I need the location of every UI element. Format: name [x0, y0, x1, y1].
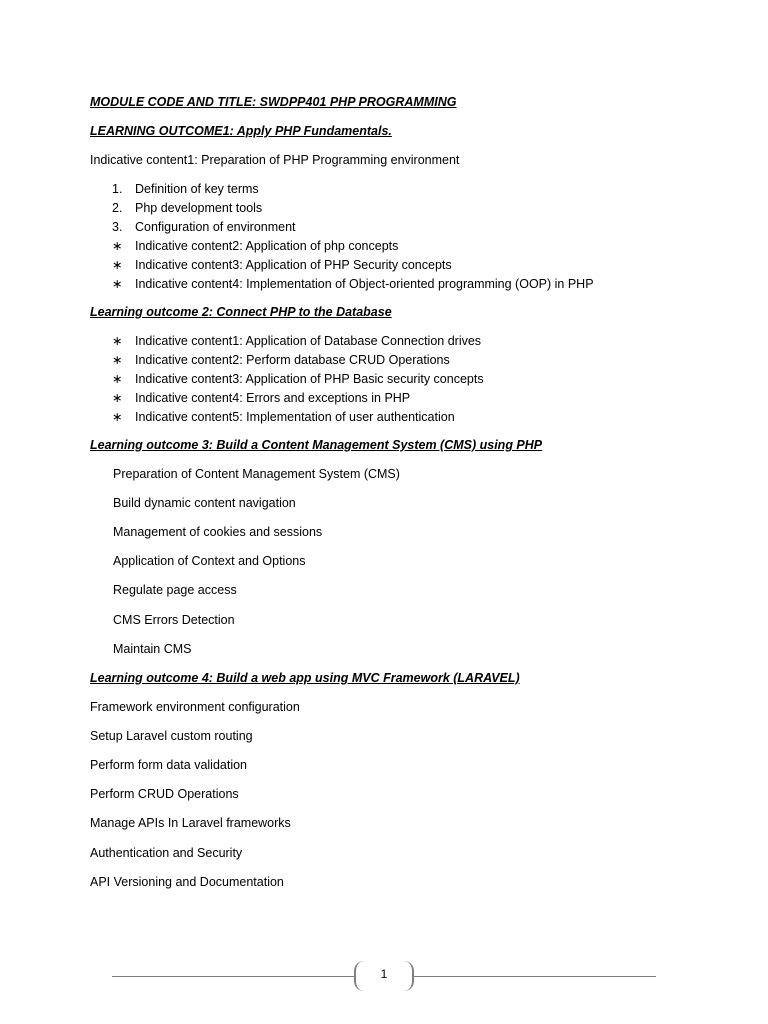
page-number: 1 — [380, 967, 388, 981]
list-item: Perform CRUD Operations — [90, 787, 239, 801]
list-item: Perform form data validation — [90, 758, 248, 772]
lo1-heading: LEARNING OUTCOME1: Apply PHP Fundamentals. — [90, 124, 392, 138]
list-item: 2. Php development tools — [112, 201, 263, 215]
list-item: Management of cookies and sessions — [113, 525, 323, 539]
list-item: API Versioning and Documentation — [90, 875, 284, 889]
bullet-icon: ∗ — [112, 410, 123, 424]
bullet-icon: ∗ — [112, 277, 123, 291]
list-item: Preparation of Content Management System (CMS) — [113, 467, 400, 481]
list-item: Regulate page access — [113, 583, 237, 597]
lo3-heading: Learning outcome 3: Build a Content Management System (CMS) using PHP — [90, 438, 543, 452]
footer-rule-right — [412, 976, 656, 977]
list-item: Maintain CMS — [113, 642, 192, 656]
list-item: ∗ Indicative content2: Application of php concepts — [112, 239, 399, 253]
footer-rule-left — [112, 976, 356, 977]
list-item: Setup Laravel custom routing — [90, 729, 253, 743]
list-item: Build dynamic content navigation — [113, 496, 296, 510]
bullet-icon: ∗ — [112, 372, 123, 386]
list-item: ∗ Indicative content3: Application of PHP Basic security concepts — [112, 372, 484, 386]
list-item: Framework environment configuration — [90, 700, 300, 714]
bullet-icon: ∗ — [112, 334, 123, 348]
list-item: ∗ Indicative content3: Application of PHP Security concepts — [112, 258, 452, 272]
module-title: MODULE CODE AND TITLE: SWDPP401 PHP PROGRAMMING — [90, 95, 457, 109]
list-item: CMS Errors Detection — [113, 613, 235, 627]
bullet-icon: ∗ — [112, 391, 123, 405]
lo2-heading: Learning outcome 2: Connect PHP to the Database — [90, 305, 392, 319]
list-item: Manage APIs In Laravel frameworks — [90, 816, 291, 830]
list-item: Authentication and Security — [90, 846, 243, 860]
list-item: ∗ Indicative content2: Perform database CRUD Operations — [112, 353, 450, 367]
list-item: 3. Configuration of environment — [112, 220, 296, 234]
lo4-heading: Learning outcome 4: Build a web app using MVC Framework (LARAVEL) — [90, 671, 520, 685]
bullet-icon: ∗ — [112, 258, 123, 272]
list-item: 1. Definition of key terms — [112, 182, 259, 196]
bullet-icon: ∗ — [112, 239, 123, 253]
list-item: ∗ Indicative content4: Errors and exceptions in PHP — [112, 391, 411, 405]
list-item: ∗ Indicative content5: Implementation of user authentication — [112, 410, 455, 424]
list-item: ∗ Indicative content4: Implementation of Object-oriented programming (OOP) in PHP — [112, 277, 594, 291]
bullet-icon: ∗ — [112, 353, 123, 367]
list-item: Application of Context and Options — [113, 554, 306, 568]
list-item: ∗ Indicative content1: Application of Database Connection drives — [112, 334, 482, 348]
lo1-intro: Indicative content1: Preparation of PHP Programming environment — [90, 153, 460, 167]
